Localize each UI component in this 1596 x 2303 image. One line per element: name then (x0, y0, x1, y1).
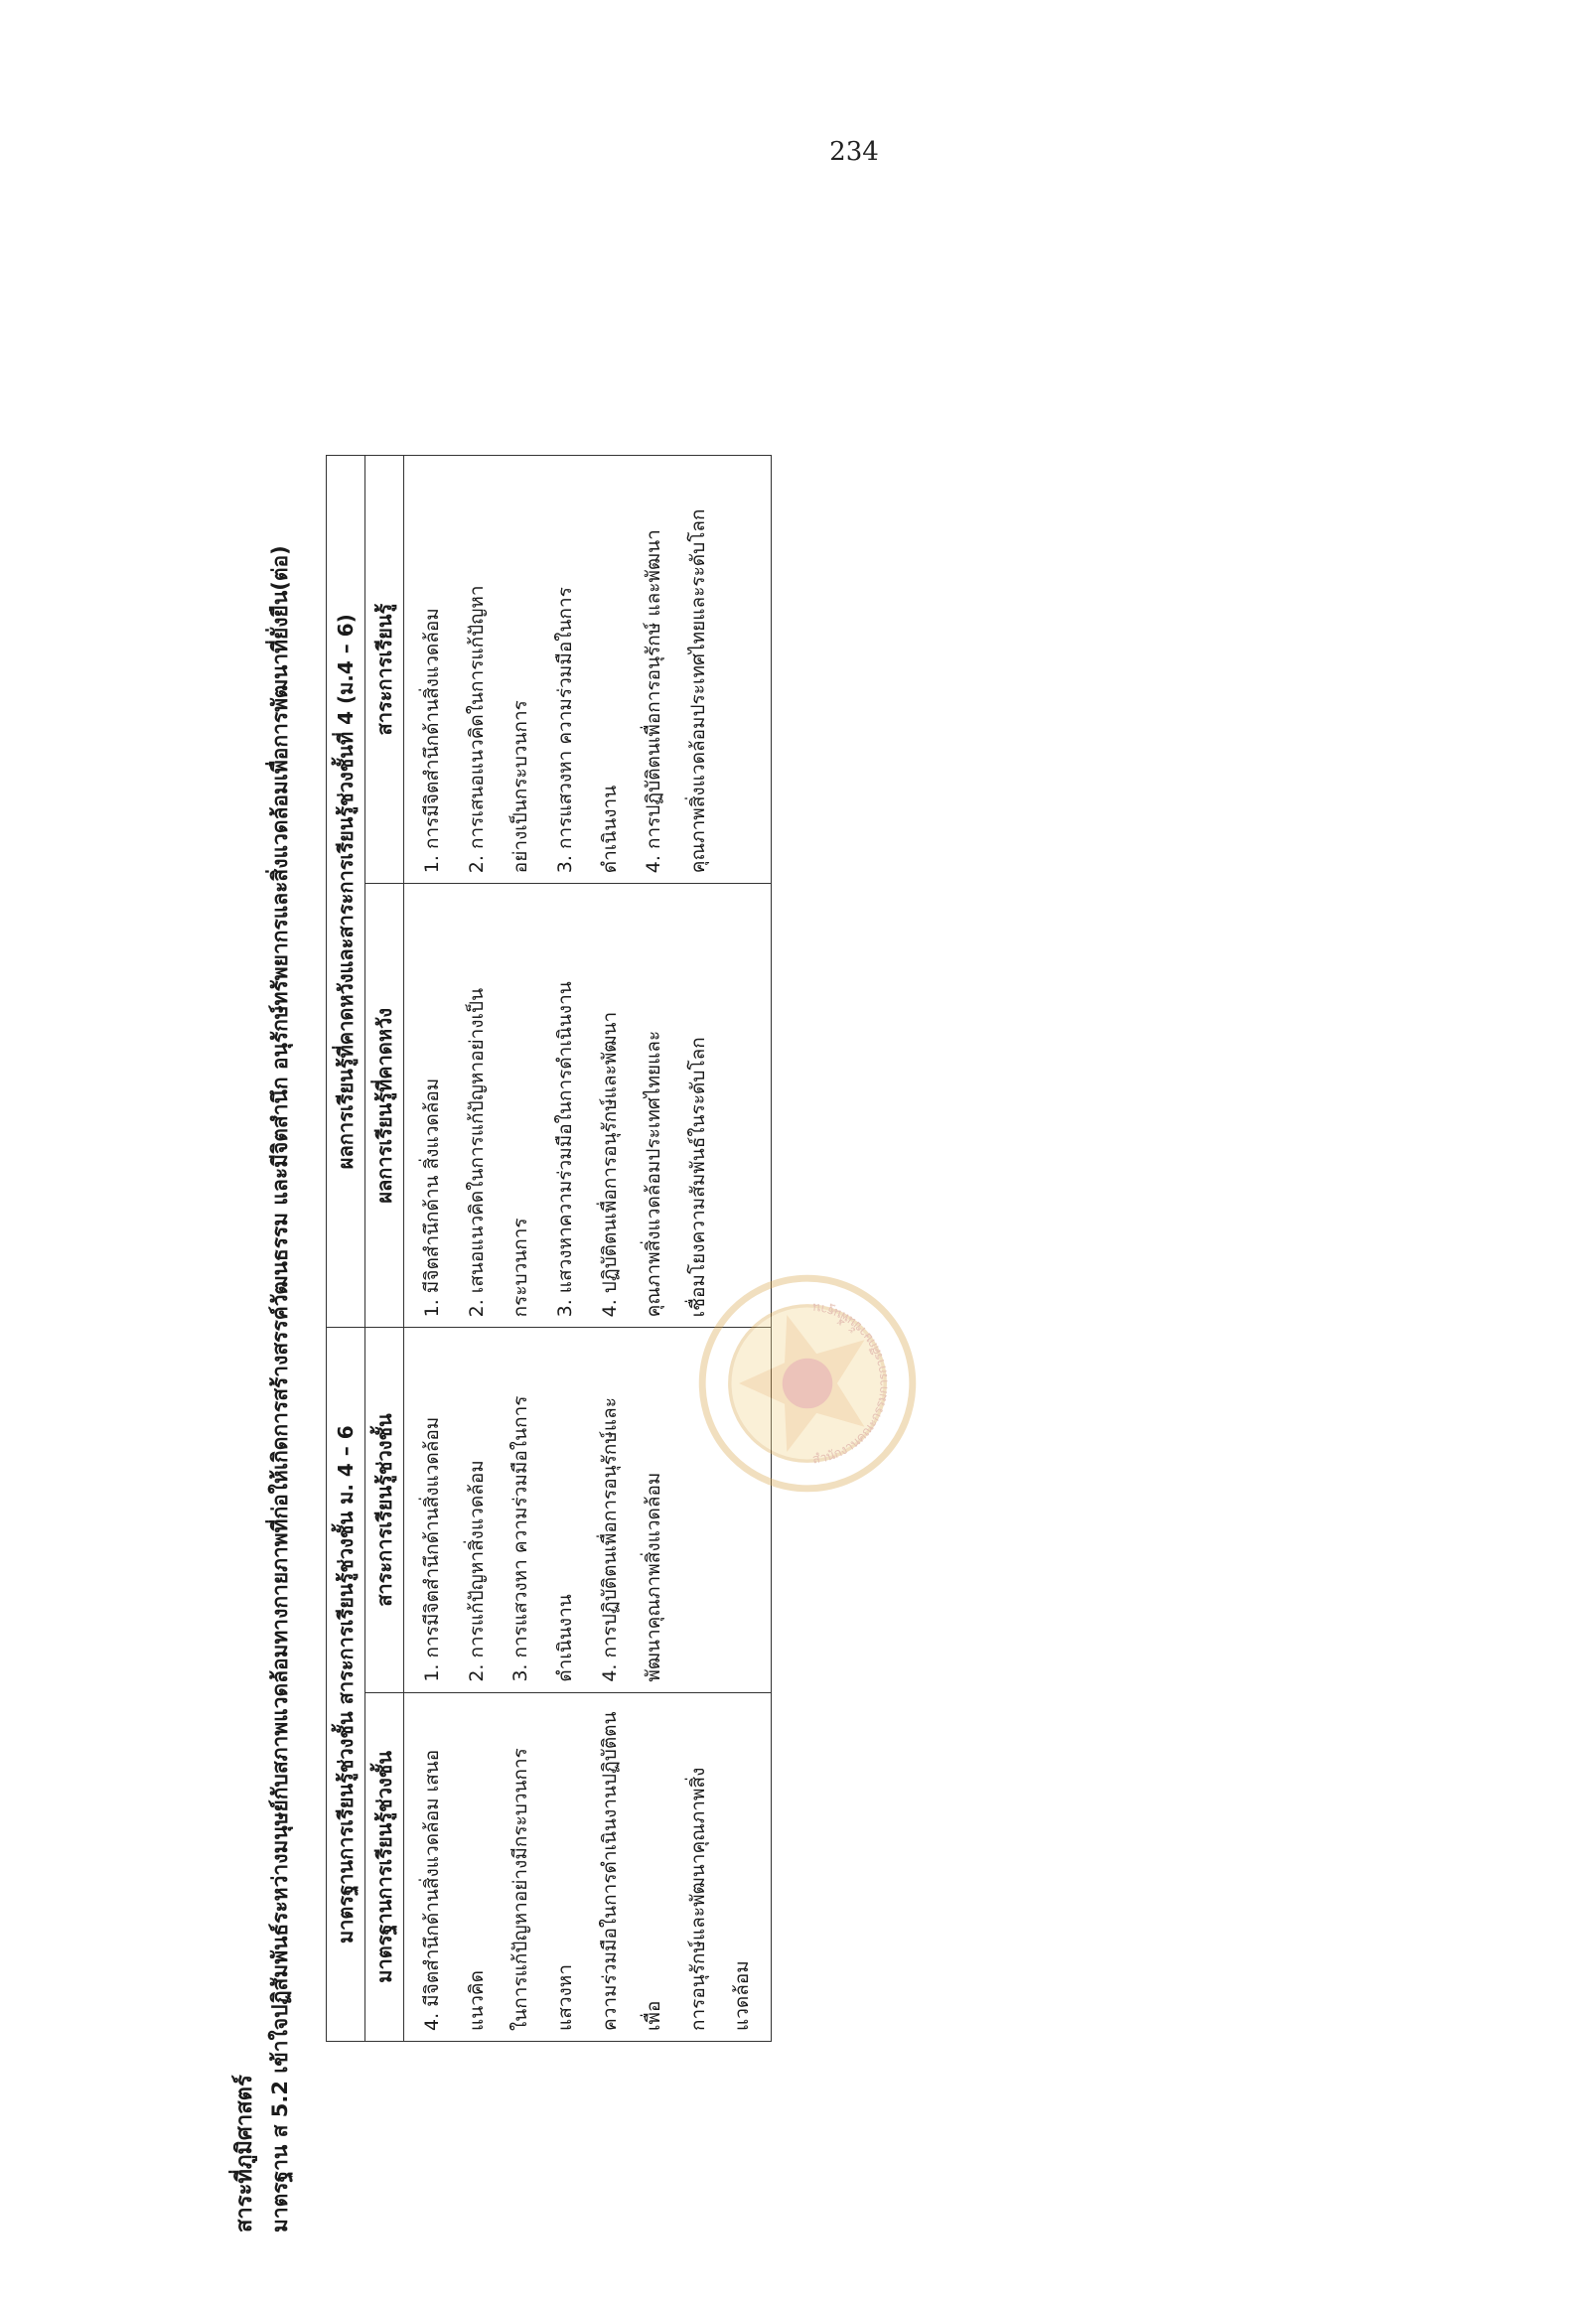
column-header-content: สาระการเรียนรู้ (365, 456, 404, 884)
text-line: 4. การปฏิบัติตนเพื่อการอนุรักษ์ และพัฒนา (643, 529, 665, 874)
text-line: 2. เสนอแนวคิดในการแก้ปัญหาอย่างเป็น (465, 987, 488, 1318)
cell-content (404, 456, 772, 884)
page-number: 234 (829, 137, 879, 167)
cell-content-range (404, 1328, 772, 1692)
text-line: กระบวนการ (509, 1218, 532, 1318)
subject-heading: สาระที่ภูมิศาสตร์ (232, 2075, 257, 2232)
text-line: 1. การมีจิตสำนึกด้านสิ่งแวดล้อม (421, 608, 443, 874)
standard-heading: มาตรฐาน ส 5.2 เข้าใจปฏิสัมพันธ์ระหว่างมนุษย์กับสภาพแวดล้อมทางกายภาพที่ก่อให้เกิดการสร้างสรรค์วัฒนธรรม และมีจิตสำนึก อนุรักษ์ทรัพยากรและสิ่งแวดล้อมเพื่อการพัฒนาที่ยั่งยืน(ต่อ) (268, 545, 292, 2232)
group-header-right: ผลการเรียนรู้ที่คาดหวังและสาระการเรียนรู้ช่วงชั้นที่ 4 (ม.4 – 6) (327, 456, 365, 1328)
text-line: ดำเนินงาน (598, 785, 621, 874)
text-line: พัฒนาคุณภาพสิ่งแวดล้อม (643, 1472, 665, 1682)
text-line: ดำเนินงาน (553, 1594, 576, 1682)
text-line: การอนุรักษ์และพัฒนาคุณภาพสิ่งแวดล้อม (686, 1767, 754, 2031)
text-line: อย่างเป็นกระบวนการ (509, 700, 532, 874)
text-line: 2. การแก้ปัญหาสิ่งแวดล้อม (465, 1460, 488, 1682)
column-header-content-range: สาระการเรียนรู้ช่วงชั้น (365, 1328, 404, 1692)
watermark-seal-text: สำนักงานคณะกรรมการการศึกษาขั้นพื้นฐาน (810, 1300, 891, 1467)
text-line: 3. การแสวงหา ความร่วมมือในการ (553, 587, 576, 874)
curriculum-table (326, 455, 772, 2042)
column-header-standard: มาตรฐานการเรียนรู้ช่วงชั้น (365, 1692, 404, 2041)
text-line: 2. การเสนอแนวคิดในการแก้ปัญหา (465, 585, 488, 874)
group-header-left: มาตรฐานการเรียนรู้ช่วงชั้น สาระการเรียนรู้ช่วงชั้น ม. 4 – 6 (327, 1328, 365, 2042)
text-line: ในการแก้ปัญหาอย่างมีกระบวนการ แสวงหา (509, 1748, 576, 2031)
text-line: คุณภาพสิ่งแวดล้อมประเทศไทยและระดับโลก (686, 508, 709, 874)
text-line: 4. การปฏิบัติตนเพื่อการอนุรักษ์และ (598, 1397, 621, 1682)
rotated-page-content (226, 286, 1378, 2252)
text-line: 3. การแสวงหา ความร่วมมือในการ (509, 1395, 532, 1682)
text-line: คุณภาพสิ่งแวดล้อมประเทศไทยและ (643, 1030, 665, 1318)
column-header-expected-outcome: ผลการเรียนรู้ที่คาดหวัง (365, 884, 404, 1328)
table-row (404, 456, 772, 2042)
cell-expected-outcome (404, 884, 772, 1328)
text-line: 3. แสวงหาความร่วมมือในการดำเนินงาน (553, 981, 576, 1318)
text-line: 4. มีจิตสำนึกด้านสิ่งแวดล้อม เสนอแนวคิด (421, 1749, 488, 2031)
svg-text:สำนักงานคณะกรรมการการศึกษาขั้น (811, 1301, 891, 1467)
text-line: ความร่วมมือในการดำเนินงานปฏิบัติตน เพื่อ (598, 1711, 665, 2031)
text-line: เชื่อมโยงความสัมพันธ์ในระดับโลก (686, 1037, 709, 1318)
text-line: 1. มีจิตสำนึกด้าน สิ่งแวดล้อม (421, 1078, 443, 1318)
cell-standard (404, 1692, 772, 2041)
text-line: 4. ปฏิบัติตนเพื่อการอนุรักษ์และพัฒนา (598, 1011, 621, 1318)
text-line: 1. การมีจิตสำนึกด้านสิ่งแวดล้อม (421, 1416, 443, 1682)
